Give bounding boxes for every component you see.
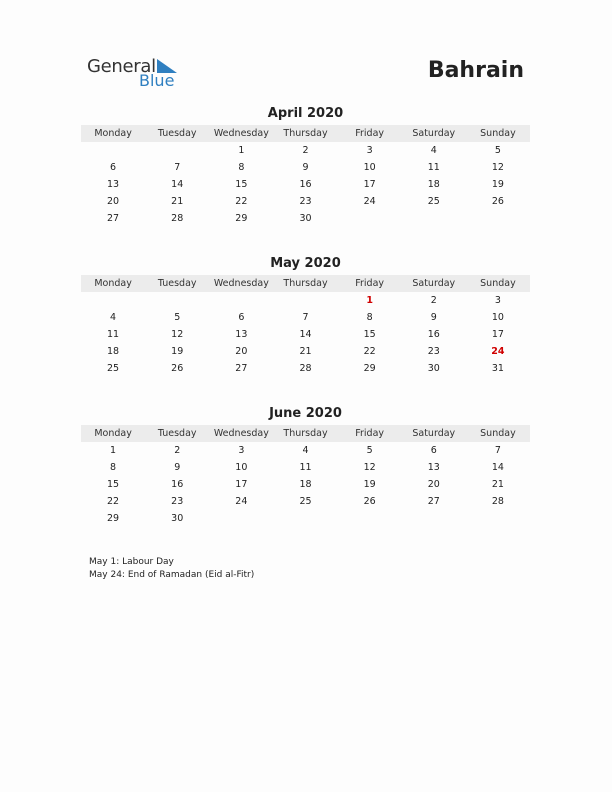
day-cell: 3 [494,295,501,306]
day-cell: 29 [107,513,120,524]
week-row [81,343,530,360]
day-cell: 18 [299,479,312,490]
day-cell: 24 [235,496,248,507]
weekday-label: Monday [94,428,132,439]
day-cell: 26 [171,363,184,374]
weekday-label: Monday [94,128,132,139]
day-cell: 11 [107,329,120,340]
day-cell [145,142,209,159]
day-cell: 6 [238,312,245,323]
day-cell: 1 [366,295,373,306]
day-cell: 5 [366,445,373,456]
day-cell: 13 [107,179,120,190]
weekday-label: Saturday [412,278,456,289]
day-cell: 24 [363,196,376,207]
weekday-header [81,275,530,292]
week-row [81,309,530,326]
day-cell: 11 [427,162,440,173]
day-cell: 16 [427,329,440,340]
day-cell: 27 [107,213,120,224]
day-cell: 25 [427,196,440,207]
day-cell: 7 [302,312,309,323]
week-row [81,142,530,159]
weekday-header [81,125,530,142]
day-cell: 14 [171,179,184,190]
day-cell [209,510,273,527]
weekday-label: Monday [94,278,132,289]
day-cell: 24 [491,346,505,357]
logo [87,56,187,92]
day-cell: 14 [491,462,504,473]
day-cell [338,510,402,527]
day-cell: 7 [494,445,501,456]
day-cell [466,210,530,227]
day-cell: 17 [363,179,376,190]
day-cell: 25 [107,363,120,374]
weekday-label: Thursday [283,428,328,439]
day-cell: 27 [427,496,440,507]
day-cell: 20 [427,479,440,490]
day-cell: 19 [363,479,376,490]
weekday-label: Sunday [480,128,516,139]
day-cell: 5 [174,312,181,323]
day-cell: 26 [491,196,504,207]
day-cell: 6 [430,445,437,456]
weekday-label: Sunday [480,278,516,289]
day-cell: 13 [235,329,248,340]
day-cell [273,510,337,527]
day-cell: 31 [491,363,504,374]
day-cell: 3 [366,145,373,156]
day-cell: 17 [235,479,248,490]
day-cell: 16 [171,479,184,490]
month-calendar [81,106,530,227]
week-row [81,493,530,510]
week-row [81,510,530,527]
day-cell: 2 [430,295,437,306]
weekday-label: Thursday [283,128,328,139]
day-cell: 28 [491,496,504,507]
day-cell: 30 [427,363,440,374]
day-cell: 8 [110,462,117,473]
day-cell: 21 [171,196,184,207]
weekday-label: Tuesday [157,128,197,139]
day-cell: 10 [363,162,376,173]
day-cell: 22 [363,346,376,357]
day-cell: 23 [171,496,184,507]
day-cell: 11 [299,462,312,473]
day-cell: 7 [174,162,181,173]
holiday-note: May 1: Labour Day [89,557,174,567]
weekday-label: Tuesday [157,428,197,439]
day-cell: 9 [302,162,309,173]
day-cell: 12 [491,162,504,173]
week-row [81,476,530,493]
weekday-label: Wednesday [213,128,269,139]
day-cell [81,292,145,309]
day-cell [209,292,273,309]
day-cell: 26 [363,496,376,507]
day-cell: 2 [302,145,309,156]
day-cell [402,510,466,527]
country-title: Bahrain [427,58,524,83]
day-cell: 16 [299,179,312,190]
day-cell: 14 [299,329,312,340]
day-cell: 19 [171,346,184,357]
day-cell: 10 [235,462,248,473]
day-cell: 23 [427,346,440,357]
day-cell: 20 [235,346,248,357]
month-title: April 2020 [267,106,344,121]
week-row [81,292,530,309]
weekday-label: Saturday [412,428,456,439]
month-title: June 2020 [269,406,342,421]
day-cell: 4 [430,145,437,156]
month-weeks [81,142,530,227]
week-row [81,176,530,193]
logo-general-text: General [87,56,156,77]
weekday-label: Tuesday [157,278,197,289]
day-cell [81,142,145,159]
day-cell: 4 [302,445,309,456]
week-row [81,360,530,377]
day-cell: 15 [235,179,248,190]
week-row [81,442,530,459]
day-cell: 30 [171,513,184,524]
day-cell: 9 [174,462,181,473]
month-weeks [81,292,530,377]
week-row [81,210,530,227]
day-cell: 18 [107,346,120,357]
week-row [81,459,530,476]
day-cell: 17 [491,329,504,340]
week-row [81,193,530,210]
week-row [81,326,530,343]
day-cell: 12 [363,462,376,473]
day-cell: 10 [491,312,504,323]
day-cell: 25 [299,496,312,507]
day-cell: 28 [299,363,312,374]
day-cell: 29 [363,363,376,374]
day-cell [145,292,209,309]
day-cell [338,210,402,227]
day-cell [273,292,337,309]
month-calendar [81,256,530,377]
day-cell [466,510,530,527]
day-cell: 28 [171,213,184,224]
month-weeks [81,442,530,527]
weekday-label: Sunday [480,428,516,439]
weekday-label: Friday [355,278,385,289]
holiday-notes [89,556,254,582]
weekday-label: Friday [355,428,385,439]
day-cell: 1 [110,445,117,456]
weekday-label: Wednesday [213,278,269,289]
day-cell: 12 [171,329,184,340]
weekday-label: Friday [355,128,385,139]
day-cell: 18 [427,179,440,190]
day-cell: 2 [174,445,181,456]
logo-blue-text: Blue [139,71,175,90]
day-cell: 29 [235,213,248,224]
day-cell: 3 [238,445,245,456]
day-cell: 1 [238,145,245,156]
month-calendar [81,406,530,527]
day-cell: 15 [363,329,376,340]
weekday-label: Thursday [283,278,328,289]
day-cell: 22 [235,196,248,207]
day-cell: 8 [366,312,373,323]
day-cell: 5 [494,145,501,156]
day-cell: 22 [107,496,120,507]
day-cell: 15 [107,479,120,490]
day-cell: 9 [430,312,437,323]
day-cell: 19 [491,179,504,190]
day-cell: 6 [110,162,117,173]
day-cell: 21 [299,346,312,357]
holiday-note: May 24: End of Ramadan (Eid al-Fitr) [89,570,255,580]
day-cell: 27 [235,363,248,374]
day-cell: 23 [299,196,312,207]
day-cell: 8 [238,162,245,173]
weekday-label: Saturday [412,128,456,139]
day-cell: 13 [427,462,440,473]
week-row [81,159,530,176]
month-title: May 2020 [270,256,341,271]
weekday-header [81,425,530,442]
day-cell: 4 [110,312,117,323]
day-cell [402,210,466,227]
weekday-label: Wednesday [213,428,269,439]
day-cell: 30 [299,213,312,224]
day-cell: 20 [107,196,120,207]
day-cell: 21 [491,479,504,490]
